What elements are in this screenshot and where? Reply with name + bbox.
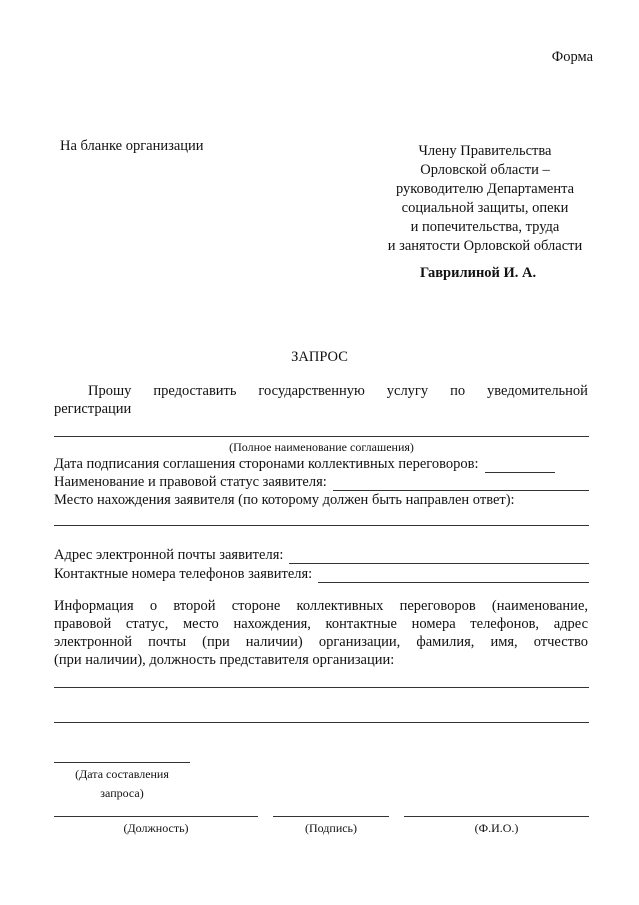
date-caption-line: (Дата составления [75, 767, 169, 781]
email-row [54, 546, 589, 564]
form-label: Форма [551, 49, 593, 65]
phones-label: Контактные номера телефонов заявителя: [54, 566, 313, 582]
signing-date-row [54, 455, 589, 473]
legal-status-label: Наименование и правовой статус заявителя: [54, 474, 327, 490]
info-last-line: (при наличии), должность представителя организации: [54, 652, 395, 668]
position-caption: (Должность) [123, 821, 189, 835]
info-word: о [149, 598, 158, 614]
recipient-block [380, 142, 590, 256]
date-caption [54, 767, 190, 800]
email-field[interactable] [289, 551, 589, 564]
agreement-caption: (Полное наименование соглашения) [229, 440, 414, 454]
info-line [54, 597, 588, 615]
phones-row [54, 565, 589, 583]
second-party-info [54, 597, 588, 669]
info-word: Информация [54, 598, 134, 614]
letterhead-note: На бланке организации [60, 138, 204, 154]
phones-field[interactable] [318, 570, 589, 583]
info-word: наличии) [245, 634, 303, 650]
recipient-line: Орловской области – [420, 162, 550, 178]
date-field[interactable] [54, 762, 190, 763]
agreement-name-field[interactable] [54, 436, 589, 437]
signature-caption: (Подпись) [304, 821, 358, 835]
document-title: ЗАПРОС [291, 349, 348, 365]
info-word: фамилия, [416, 634, 475, 650]
recipient-line: и занятости Орловской области [387, 238, 583, 254]
info-word: номера [411, 616, 456, 632]
recipient-line: Члену Правительства [418, 143, 552, 159]
name-field[interactable] [404, 816, 589, 817]
intro-word: предоставить [153, 383, 237, 399]
legal-status-row [54, 473, 589, 491]
name-caption: (Ф.И.О.) [474, 821, 519, 835]
info-word: адрес [553, 616, 588, 632]
addressee-name: Гаврилиной И. А. [420, 265, 537, 281]
info-word: организации, [318, 634, 401, 650]
date-caption-line: запроса) [100, 786, 144, 800]
second-party-field-1[interactable] [54, 687, 589, 688]
signature-field[interactable] [273, 816, 389, 817]
info-word: второй [173, 598, 216, 614]
signing-date-field[interactable] [485, 460, 555, 473]
info-word: место [182, 616, 219, 632]
intro-word: Прошу [88, 383, 132, 399]
intro-word: по [450, 383, 466, 399]
info-word: нахождения, [233, 616, 311, 632]
location-field[interactable] [54, 525, 589, 526]
intro-word: государственную [258, 383, 365, 399]
signing-date-label: Дата подписания соглашения сторонами коллективных переговоров: [54, 456, 479, 472]
info-word: (наименование, [491, 598, 588, 614]
request-intro [54, 382, 588, 418]
recipient-line: руководителю Департамента [395, 181, 575, 197]
info-word: стороне [231, 598, 281, 614]
intro-line-2: регистрации [54, 401, 132, 417]
intro-word: услугу [386, 383, 429, 399]
info-word: почты [148, 634, 187, 650]
info-word: коллективных [296, 598, 384, 614]
info-word: правовой [54, 616, 112, 632]
info-word: (при [202, 634, 230, 650]
location-row [54, 491, 589, 509]
recipient-line: и попечительства, труда [410, 219, 560, 235]
position-field[interactable] [54, 816, 258, 817]
second-party-field-2[interactable] [54, 722, 589, 723]
recipient-line: социальной защиты, опеки [401, 200, 569, 216]
location-label: Место нахождения заявителя (по которому должен быть направлен ответ): [54, 492, 515, 508]
info-word: телефонов, [470, 616, 540, 632]
legal-status-field[interactable] [333, 478, 589, 491]
info-word: имя, [490, 634, 518, 650]
info-word: электронной [54, 634, 133, 650]
info-line [54, 615, 588, 633]
info-word: переговоров [399, 598, 476, 614]
info-word: статус, [125, 616, 169, 632]
intro-line-1 [54, 382, 588, 400]
info-word: отчество [533, 634, 588, 650]
info-line [54, 633, 588, 651]
email-label: Адрес электронной почты заявителя: [54, 547, 284, 563]
info-word: контактные [325, 616, 397, 632]
intro-word: уведомительной [487, 383, 588, 399]
